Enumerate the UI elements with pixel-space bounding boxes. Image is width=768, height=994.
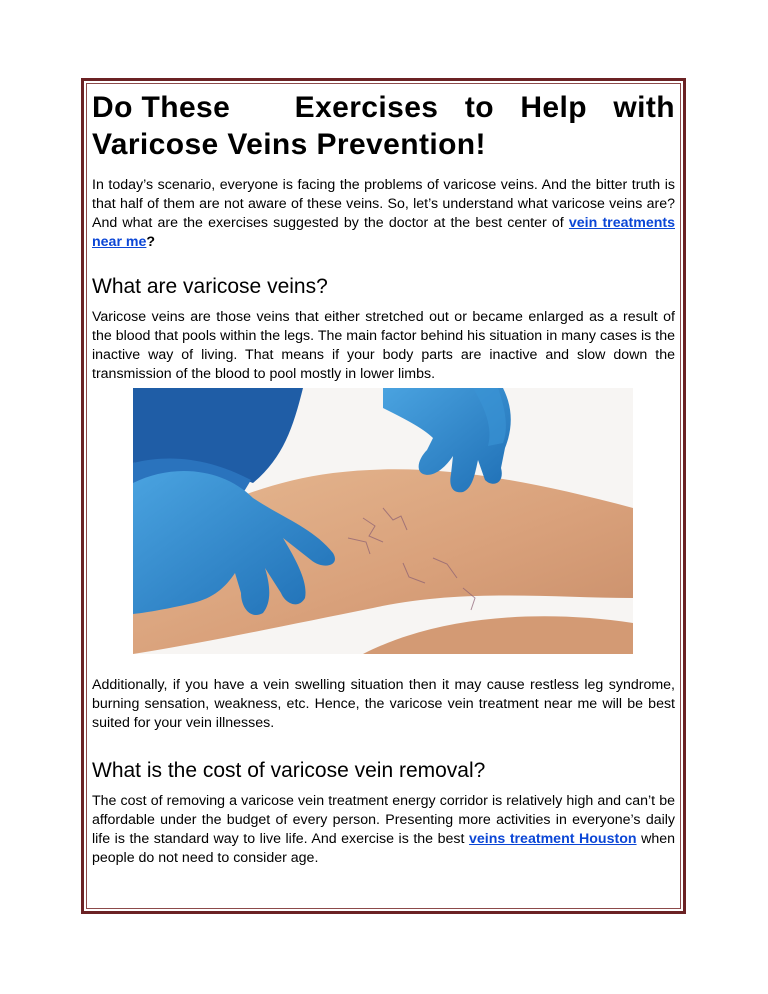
intro-end: ? (146, 234, 156, 250)
intro-paragraph (92, 176, 675, 252)
section2-text: The cost of removing a varicose vein treatment energy corridor is relatively high and can’t be affordable under the budget of every person. Presenting more activities in everyone’s daily life is the standard way to live life. And exercise is the best (92, 793, 675, 847)
title-word-3: to (464, 91, 494, 124)
additional-paragraph: Additionally, if you have a vein swelling situation then it may cause restless leg syndrome, burning sensation, weakness, etc. Hence, the varicose vein treatment near me will be best suited for your vein illnesses. (92, 677, 675, 731)
section2-end: when people do not need to consider age. (92, 831, 676, 866)
section-heading-cost: What is the cost of varicose vein removal? (92, 759, 486, 782)
title-word-2: Exercises (294, 91, 439, 124)
vein-treatments-link[interactable]: vein treatments near me (92, 215, 675, 250)
leg-examination-illustration (133, 388, 633, 654)
title-line-2: Varicose Veins Prevention! (92, 128, 486, 161)
veins-treatment-houston-link[interactable]: veins treatment Houston (468, 831, 637, 847)
section-heading-varicose-veins: What are varicose veins? (92, 275, 328, 298)
intro-text: In today’s scenario, everyone is facing the problems of varicose veins. And the bitter truth is that half of them are not aware of these veins. So, let’s understand what varicose veins are? And what are the exercises suggested by the doctor at the best center of (92, 177, 675, 231)
leg-examination-image (133, 388, 633, 654)
section1-paragraph: Varicose veins are those veins that either stretched out or became enlarged as a result of the blood that pools within the legs. The main factor behind his situation in many cases is the inactive way of living. That means if your body parts are inactive and slow down the transmission of the blood to pool mostly in lower limbs. (92, 309, 675, 382)
page-title (92, 89, 675, 163)
section2-paragraph (92, 792, 675, 868)
title-line-1 (92, 89, 675, 126)
document-content-lower (92, 676, 675, 868)
title-word-4: Help (520, 91, 587, 124)
title-word-5: with (613, 91, 675, 124)
title-word-1: Do These (92, 91, 231, 124)
document-content (92, 84, 675, 384)
